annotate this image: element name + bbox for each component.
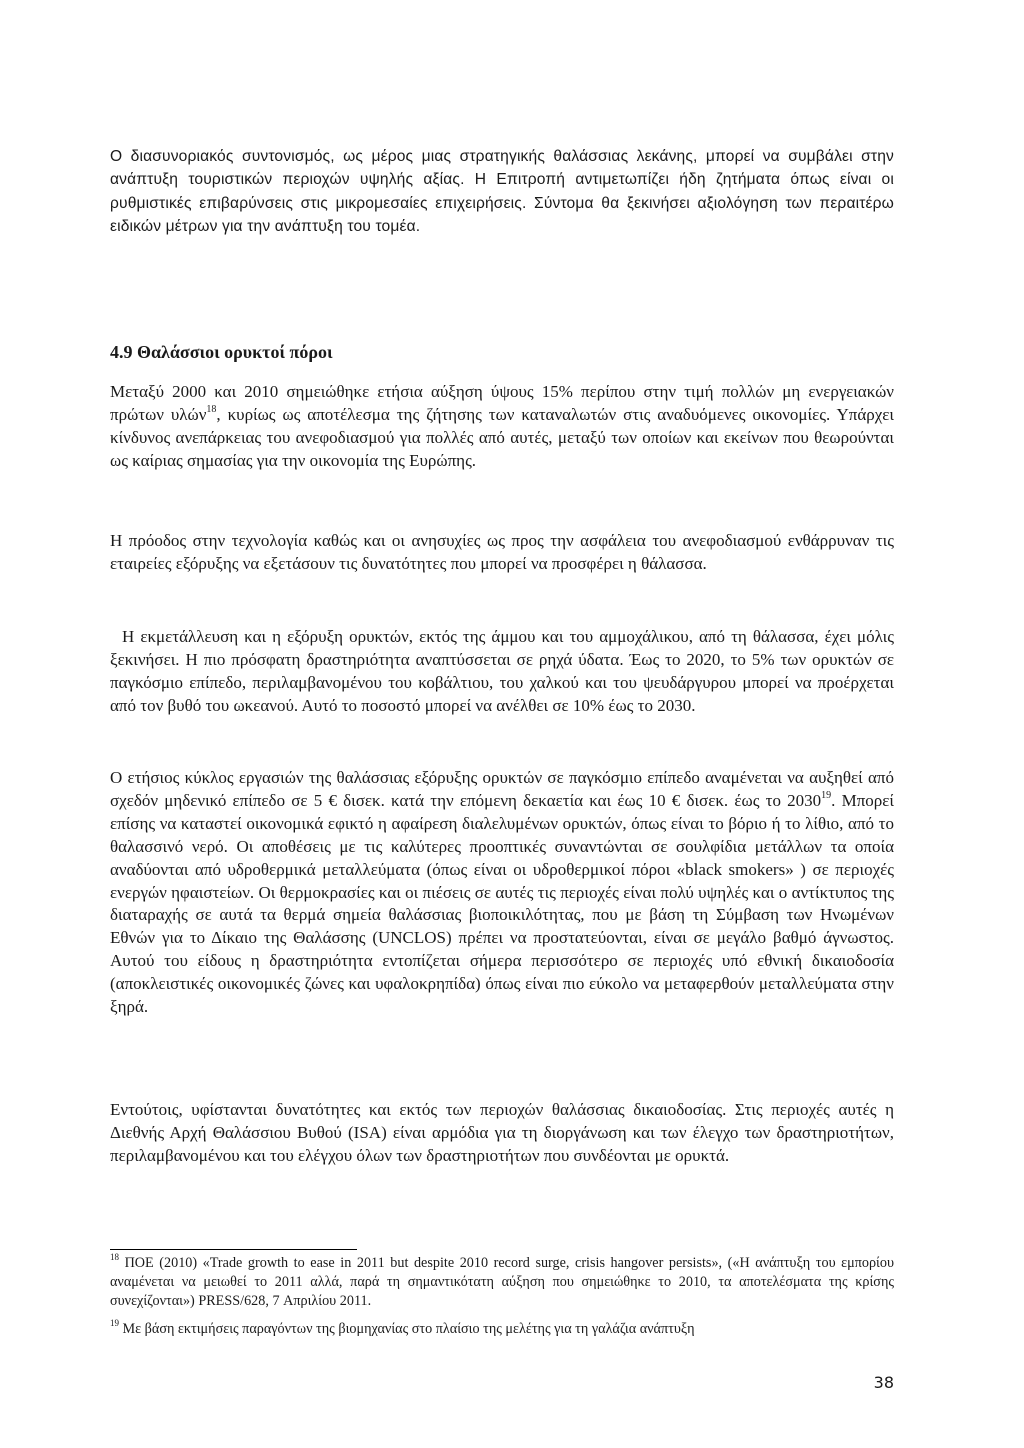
- page-number: 38: [873, 1373, 894, 1392]
- footnote-19: [110, 1320, 894, 1339]
- section-heading: 4.9 Θαλάσσιοι ορυκτοί πόροι: [110, 342, 333, 362]
- footnote-19-text: Με βάση εκτιμήσεις παραγόντων της βιομηχανίας στο πλαίσιο της μελέτης για τη γαλάζια ανάπτυξη: [119, 1321, 695, 1337]
- paragraph-3: Η εκμετάλλευση και η εξόρυξη ορυκτών, εκτός της άμμου και του αμμοχάλικου, από τη θάλασσα, έχει μόλις ξεκινήσει. Η πιο πρόσφατη δραστηριότητα αναπτύσσεται σε ρηχά ύδατα. Έως το 2020, το 5% των ορυκτών σε παγκόσμιο επίπεδο, περιλαμβανομένου του κοβάλτιου, του χαλκού και του ψευδάργυρου μπορεί να προέρχεται από τον βυθό του ωκεανού. Αυτό το ποσοστό μπορεί να ανέλθει σε 10% έως το 2030.: [110, 627, 894, 715]
- footnote-19-number: 19: [110, 1318, 119, 1329]
- paragraph-1-text-cont: , κυρίως ως αποτέλεσμα της ζήτησης των καταναλωτών στις αναδυόμενες οικονομίες. Υπάρχει κίνδυνος ανεπάρκειας του ανεφοδιασμού για πολλές από αυτές, μεταξύ των οποίων και εκείνων που θεωρούνται ως καίριας σημασίας για την οικονομία της Ευρώπης.: [110, 404, 894, 470]
- footnote-ref-19[interactable]: 19: [821, 790, 832, 802]
- paragraph-1-text: Μεταξύ 2000 και 2010 σημειώθηκε ετήσια αύξηση ύψους 15% περίπου στην τιμή πολλών μη ενεργειακών πρώτων υλών: [110, 382, 894, 424]
- footnote-separator: [110, 1249, 357, 1250]
- paragraph-5: Εντούτοις, υφίστανται δυνατότητες και εκτός των περιοχών θαλάσσιας δικαιοδοσίας. Στις περιοχές αυτές η Διεθνής Αρχή Θαλάσσιου Βυθού (ISA) είναι αρμόδια για τη διοργάνωση και των έλεγχο των δραστηριοτήτων, περιλαμβανομένου και του ελέγχου όλων των δραστηριοτήτων που συνδέονται με ορυκτά.: [110, 1100, 894, 1165]
- paragraph-4: [110, 767, 894, 1019]
- intro-paragraph: Ο διασυνοριακός συντονισμός, ως μέρος μιας στρατηγικής θαλάσσιας λεκάνης, μπορεί να συμβάλει στην ανάπτυξη τουριστικών περιοχών υψηλής αξίας. Η Επιτροπή αντιμετωπίζει ήδη ζητήματα όπως είναι οι ρυθμιστικές επιβαρύνσεις στις μικρομεσαίες επιχειρήσεις. Σύντομα θα ξεκινήσει αξιολόγηση των περαιτέρω ειδικών μέτρων για την ανάπτυξη του τομέα.: [110, 148, 894, 235]
- footnote-ref-18[interactable]: 18: [206, 404, 217, 416]
- footnote-18: [110, 1254, 894, 1310]
- paragraph-4-text-cont: . Μπορεί επίσης να καταστεί οικονομικά εφικτό η αφαίρεση διαλελυμένων ορυκτών, όπως είναι το βόριο ή το λίθιο, από το θαλασσινό νερό. Οι αποθέσεις με τις καλύτερες προοπτικές συναντώνται σε σουλφίδια μετάλλων τα οποία αναδύονται από υδροθερμικά μεταλλεύματα (όπως είναι οι υδροθερμικοί πόροι «black smokers» ) σε περιοχές ενεργών ηφαιστείων. Οι θερμοκρασίες και οι πιέσεις σε αυτές τις περιοχές είναι πολύ υψηλές και ο αντίκτυπος της διαταραχής σε αυτά τα θερμά σημεία θαλάσσιας βιοποικιλότητας, που με βάση τη Σύμβαση των Ηνωμένων Εθνών για το Δίκαιο της Θαλάσσης (UNCLOS) πρέπει να προστατεύονται, είναι σε μεγάλο βαθμό άγνωστος. Αυτού του είδους η δραστηριότητα εντοπίζεται σήμερα περισσότερο σε περιοχές υπό εθνική δικαιοδοσία (αποκλειστικές οικονομικές ζώνες και υφαλοκρηπίδα) όπως είναι πιο εύκολο να μεταφερθούν μεταλλεύματα στην ξηρά.: [110, 790, 894, 1017]
- paragraph-2: Η πρόοδος στην τεχνολογία καθώς και οι ανησυχίες ως προς την ασφάλεια του ανεφοδιασμού ενθάρρυναν τις εταιρείες εξόρυξης να εξετάσουν τις δυνατότητες που μπορεί να προσφέρει η θάλασσα.: [110, 531, 894, 573]
- paragraph-1: [110, 381, 894, 473]
- footnote-18-text: ΠΟΕ (2010) «Trade growth to ease in 2011 but despite 2010 record surge, crisis hangover persists», («Η ανάπτυξη του εμπορίου αναμένεται να μειωθεί το 2011 αλλά, παρά τη σημαντικότατη αύξηση που σημειώθηκε το 2010, τα αποτελέσματα της κρίσης συνεχίζονται») PRESS/628, 7 Απριλίου 2011.: [110, 1255, 894, 1309]
- footnote-18-number: 18: [110, 1252, 119, 1263]
- paragraph-4-text: Ο ετήσιος κύκλος εργασιών της θαλάσσιας εξόρυξης ορυκτών σε παγκόσμιο επίπεδο αναμένεται να αυξηθεί από σχεδόν μηδενικό επίπεδο σε 5 € δισεκ. κατά την επόμενη δεκαετία και έως 10 € δισεκ. έως το 2030: [110, 768, 894, 810]
